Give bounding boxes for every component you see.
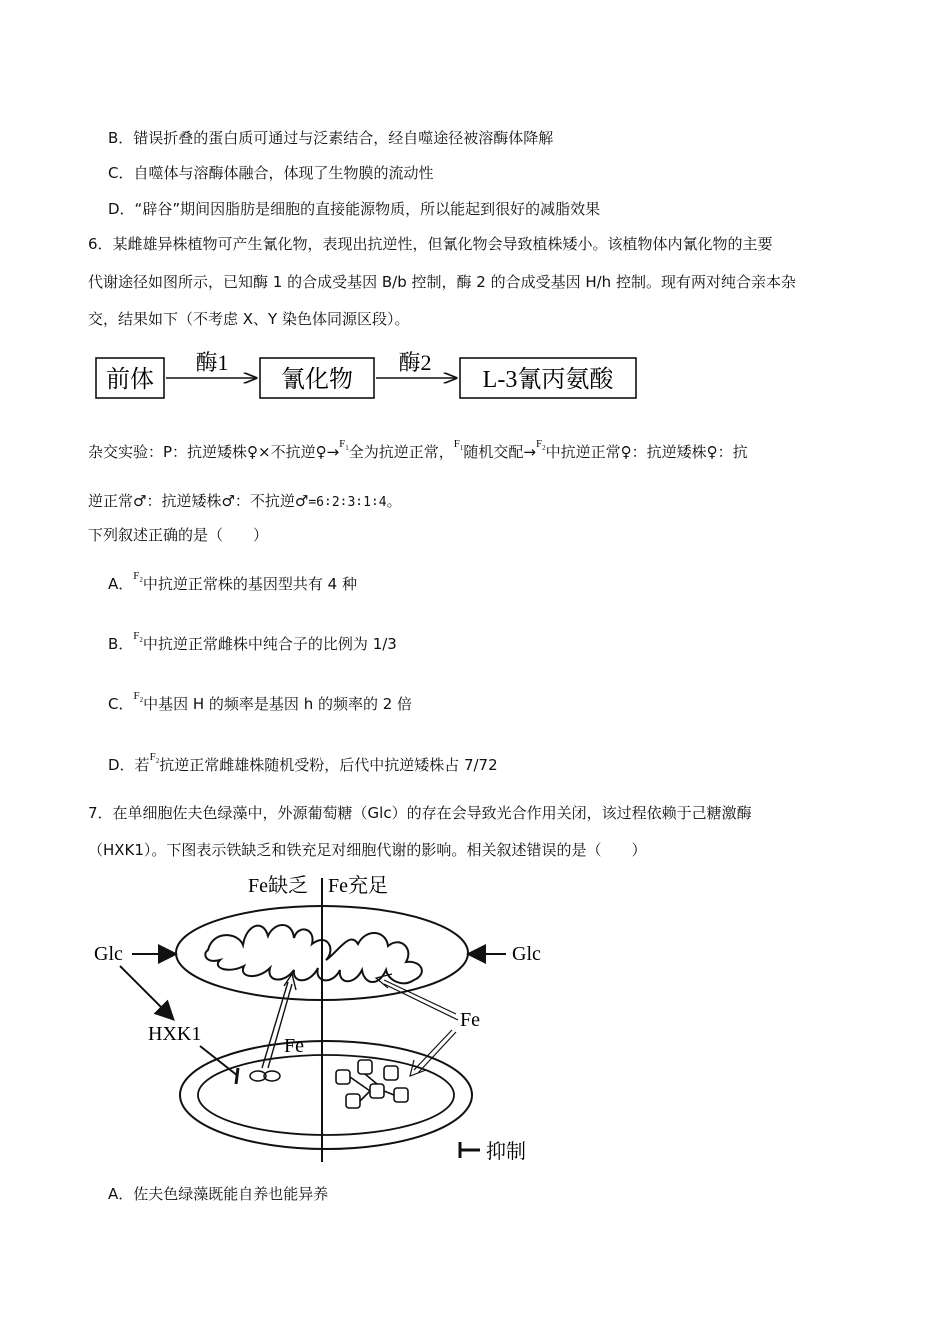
q6-stem-line-3: 交，结果如下（不考虑 X、Y 染色体同源区段）。 <box>88 310 410 328</box>
q7-stem-line-1: 7．在单细胞佐夫色绿藻中，外源葡萄糖（Glc）的存在会导致光合作用关闭，该过程依赖于己糖激酶 <box>88 804 752 822</box>
cross-f1-mating: 随机交配→ <box>463 443 536 461</box>
q6-stem-line-1: 6．某雌雄异株植物可产生氰化物，表现出抗逆性，但氰化物会导致植株矮小。该植物体内氰化物的主要 <box>88 235 773 253</box>
cyanide-label: 氰化物 <box>281 367 353 393</box>
q5-option-b: B．错误折叠的蛋白质可通过与泛素结合，经自噬途径被溶酶体降解 <box>108 129 554 147</box>
q6-ask: 下列叙述正确的是（ ） <box>88 526 269 544</box>
glc-right-label: Glc <box>512 943 541 965</box>
cross-f2-result: 中抗逆正常♀：抗逆矮株♀：抗 <box>545 443 748 461</box>
enzyme-2-label: 酶2 <box>398 350 432 375</box>
chloroplast-outer <box>180 1041 472 1149</box>
q7-option-a: A．佐夫色绿藻既能自养也能异养 <box>108 1185 329 1203</box>
grana-stacks <box>336 1060 408 1108</box>
metabolic-pathway-diagram <box>90 340 650 406</box>
chloroplast-inner <box>198 1055 454 1135</box>
hxk1-label: HXK1 <box>148 1023 202 1045</box>
q5-option-c: C．自噬体与溶酶体融合，体现了生物膜的流动性 <box>108 164 434 182</box>
q6-option-b: B．$^{F_2}$中抗逆正常雌株中纯合子的比例为 1/3 <box>108 630 397 653</box>
fe-lack-label: Fe缺乏 <box>248 875 308 897</box>
q6-option-d: D．若$^{F_2}$抗逆正常雌雄株随机受粉，后代中抗逆矮株占 7/72 <box>108 751 498 774</box>
cross-f1-result: 全为抗逆正常， <box>348 443 454 461</box>
q6-cross-line-1: 杂交实验：P：抗逆矮株♀×不抗逆♀→$^{F_1}$全为抗逆正常，$^{F_1}$随机交配→$^{F_2}$中抗逆正常♀：抗逆矮株♀：抗 <box>88 438 748 461</box>
glc-left-label: Glc <box>94 943 123 965</box>
f2-ratio: =6∶2∶3∶1∶4 <box>308 495 387 510</box>
q6-cross-line-2: 逆正常♂：抗逆矮株♂：不抗逆♂=6∶2∶3∶1∶4。 <box>88 492 402 510</box>
fe-left-label: Fe <box>284 1035 304 1057</box>
q6-option-a: A．$^{F_2}$中抗逆正常株的基因型共有 4 种 <box>108 570 357 593</box>
iron-metabolism-figure <box>88 870 558 1170</box>
precursor-label: 前体 <box>106 367 154 393</box>
q6-stem-line-2: 代谢途径如图所示，已知酶 1 的合成受基因 B/b 控制，酶 2 的合成受基因 H/h 控制。现有两对纯合亲本杂 <box>88 273 796 291</box>
inhibit-legend-label: 抑制 <box>486 1141 526 1163</box>
fe-enough-label: Fe充足 <box>328 875 388 897</box>
q5-option-d: D．“辟谷”期间因脂肪是细胞的直接能源物质，所以能起到很好的减脂效果 <box>108 200 601 218</box>
cross-parents: 杂交实验：P：抗逆矮株♀×不抗逆♀→ <box>88 443 340 461</box>
product-label: L-3氰丙氨酸 <box>482 367 614 393</box>
enzyme-1-label: 酶1 <box>195 350 229 375</box>
q6-option-c: C．$^{F_2}$中基因 H 的频率是基因 h 的频率的 2 倍 <box>108 690 413 713</box>
fe-right-label: Fe <box>460 1009 480 1031</box>
q7-stem-line-2: （HXK1）。下图表示铁缺乏和铁充足对细胞代谢的影响。相关叙述错误的是（ ） <box>88 841 647 859</box>
